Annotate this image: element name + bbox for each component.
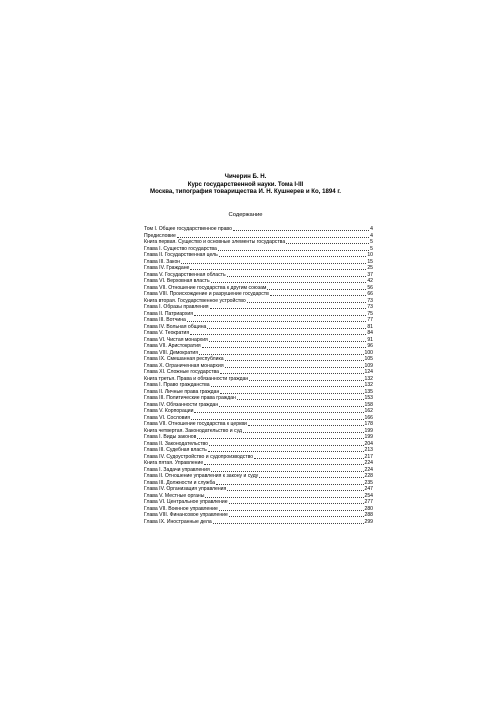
toc-entry-page: 73 xyxy=(367,304,373,310)
toc-dot-leader xyxy=(187,321,366,322)
toc-entry-title: Глава I. Задачи управления xyxy=(144,466,210,473)
toc-entry-title: Глава I. Виды законов xyxy=(144,434,197,440)
toc-dot-leader xyxy=(229,516,364,517)
toc-dot-leader xyxy=(194,315,366,316)
toc-entry-title: Книга пятая. Управление xyxy=(144,460,204,466)
toc-entry-page: 105 xyxy=(364,356,373,362)
toc-dot-leader xyxy=(227,276,367,277)
toc-dot-leader xyxy=(219,510,364,511)
toc-dot-leader xyxy=(209,445,363,446)
toc-entry-title: Глава VIII. Происхождение и разрушение государств xyxy=(144,291,269,297)
toc-dot-leader xyxy=(177,237,369,238)
toc-entry-page: 299 xyxy=(364,518,373,525)
toc-entry-page: 96 xyxy=(367,343,373,349)
toc-entry-title: Глава I. Образы правления xyxy=(144,304,209,310)
toc-entry-title: Глава VII. Отношение государства к церкви xyxy=(144,421,247,427)
toc-dot-leader xyxy=(225,360,364,361)
toc-entry-page: 277 xyxy=(364,499,373,505)
toc-dot-leader xyxy=(237,399,364,400)
toc-entry-page: 100 xyxy=(364,349,373,356)
toc-dot-leader xyxy=(270,295,366,296)
toc-entry-title: Глава I. Право гражданства xyxy=(144,382,210,388)
toc-dot-leader xyxy=(211,471,364,472)
toc-entry-page: 204 xyxy=(364,440,373,447)
toc-entry-page: 81 xyxy=(367,323,373,330)
toc-dot-leader xyxy=(204,464,363,465)
toc-entry-title: Глава IV. Организация управления xyxy=(144,486,227,492)
toc-entry-page: 254 xyxy=(364,492,373,499)
toc-entry-title: Глава VIII. Финансовое управление xyxy=(144,512,228,518)
toc-entry-title: Глава III. Должности и служба xyxy=(144,479,216,486)
toc-dot-leader xyxy=(243,432,364,433)
toc-entry-title: Глава VII. Аристократия xyxy=(144,343,201,349)
toc-dot-leader xyxy=(194,412,363,413)
toc-entry-page: 247 xyxy=(364,486,373,492)
toc-dot-leader xyxy=(190,269,366,270)
toc-dot-leader xyxy=(190,334,366,335)
toc-dot-leader xyxy=(181,263,366,264)
toc-entry-page: 75 xyxy=(367,310,373,317)
toc-entry-title: Предисловие xyxy=(144,232,176,239)
toc-dot-leader xyxy=(247,302,367,303)
toc-dot-leader xyxy=(202,347,367,348)
toc-entry-page: 73 xyxy=(367,297,373,304)
toc-entry-title: Глава IV. Судоустройство и судопроизводство xyxy=(144,453,254,460)
toc-entry-page: 158 xyxy=(364,401,373,408)
toc-dot-leader xyxy=(229,503,364,504)
toc-entry-page: 4 xyxy=(370,226,373,232)
toc-entry-title: Глава IV. Обязанности граждан xyxy=(144,401,219,408)
toc-entry-title: Глава II. Отношение управления к закону и суду xyxy=(144,473,259,479)
toc-entry-page: 235 xyxy=(364,479,373,486)
toc-dot-leader xyxy=(267,289,366,290)
toc-entry-title: Глава III. Вотчина xyxy=(144,317,186,323)
toc-entry-page: 42 xyxy=(367,278,373,284)
toc-entry-page: 166 xyxy=(364,414,373,421)
toc-entry-title: Глава II. Законодательство xyxy=(144,440,209,447)
toc-dot-leader xyxy=(249,380,363,381)
toc-entry-title: Глава IX. Смешанная республика xyxy=(144,356,224,362)
document-header xyxy=(0,173,491,196)
toc-entry-title: Глава X. Ограниченная монархия xyxy=(144,362,224,369)
toc-entry-title: Глава I. Существо государства xyxy=(144,245,217,252)
toc-entry-title: Глава V. Государственная область xyxy=(144,271,226,278)
toc-dot-leader xyxy=(211,386,364,387)
toc-entry-page: 199 xyxy=(364,427,373,434)
toc-entry-page: 224 xyxy=(364,460,373,466)
toc-entry-page: 178 xyxy=(364,421,373,427)
toc-entry-page: 132 xyxy=(364,375,373,382)
toc-entry-page: 217 xyxy=(364,453,373,460)
toc-dot-leader xyxy=(213,523,364,524)
toc-dot-leader xyxy=(210,308,367,309)
toc-dot-leader xyxy=(248,425,364,426)
toc-dot-leader xyxy=(225,367,364,368)
toc-entry-page: 4 xyxy=(370,232,373,239)
toc-entry-page: 91 xyxy=(367,336,373,343)
toc-entry-title: Глава IX. Иностранные дела xyxy=(144,518,212,525)
toc-entry-title: Глава V. Теократия xyxy=(144,330,190,336)
toc-dot-leader xyxy=(197,438,363,439)
toc-entry-title: Глава II. Личные права граждан xyxy=(144,388,220,395)
toc-dot-leader xyxy=(205,497,363,498)
toc-entry-title: Глава IV. Вольная община xyxy=(144,323,207,330)
toc-entry-title: Глава II. Патриархия xyxy=(144,310,193,317)
toc-entry-title: Книга четвертая. Законодательство и суд xyxy=(144,427,242,434)
toc-dot-leader xyxy=(218,250,369,251)
toc-entry-page: 228 xyxy=(364,473,373,479)
toc-entry-title: Глава III. Судебная власть xyxy=(144,447,207,453)
toc-dot-leader xyxy=(259,477,363,478)
toc-dot-leader xyxy=(220,393,363,394)
toc-dot-leader xyxy=(191,419,363,420)
toc-entry-page: 135 xyxy=(364,388,373,395)
toc-entry xyxy=(144,519,373,526)
toc-entry-page: 280 xyxy=(364,505,373,512)
toc-entry-title: Книга третья. Права и обязанности граждан xyxy=(144,375,249,382)
toc-entry-page: 109 xyxy=(364,362,373,369)
toc-entry-title: Глава II. Государственная цель xyxy=(144,252,218,258)
toc-entry-title: Глава III. Закон xyxy=(144,258,181,265)
toc-dot-leader xyxy=(219,406,363,407)
toc-dot-leader xyxy=(211,282,367,283)
toc-dot-leader xyxy=(208,451,364,452)
toc-entry-page: 162 xyxy=(364,408,373,414)
toc-entry-title: Глава VII. Военное управление xyxy=(144,505,218,512)
toc-entry-page: 124 xyxy=(364,369,373,375)
book-title: Курс государственной науки. Тома I-III xyxy=(187,180,304,188)
toc-entry-title: Глава V. Корпорации xyxy=(144,408,194,414)
toc-entry-page: 5 xyxy=(370,245,373,252)
toc-entry-title: Глава VI. Сословия xyxy=(144,414,191,421)
toc-dot-leader xyxy=(233,230,369,231)
toc-dot-leader xyxy=(199,354,364,355)
toc-entry-page: 199 xyxy=(364,434,373,440)
toc-dot-leader xyxy=(227,490,363,491)
toc-dot-leader xyxy=(286,243,369,244)
toc-entry-title: Глава VI. Верховная власть xyxy=(144,278,210,284)
toc-entry-title: Глава III. Политические права граждан xyxy=(144,395,236,401)
toc-dot-leader xyxy=(254,458,363,459)
toc-dot-leader xyxy=(219,256,367,257)
toc-entry-title: Глава VIII. Демократия xyxy=(144,349,198,356)
toc-entry-page: 25 xyxy=(367,265,373,271)
toc-entry-page: 84 xyxy=(367,330,373,336)
toc-entry-title: Книга вторая. Государственное устройство xyxy=(144,297,246,304)
toc-entry-page: 288 xyxy=(364,512,373,518)
author-line: Чичерин Б. Н. xyxy=(224,173,267,180)
toc-dot-leader xyxy=(220,373,364,374)
toc-entry-title: Глава VII. Отношение государства к другим союзам xyxy=(144,284,267,291)
toc-entry-title: Глава VI. Центральное управление xyxy=(144,499,228,505)
toc-entry-page: 77 xyxy=(367,317,373,323)
toc-entry-page: 10 xyxy=(367,252,373,258)
toc-entry-title: Глава V. Местные органы xyxy=(144,492,205,499)
toc-entry-title: Глава VI. Чистая монархия xyxy=(144,336,208,343)
toc-entry-page: 153 xyxy=(364,395,373,401)
toc-entry-page: 56 xyxy=(367,284,373,291)
toc-entry-page: 66 xyxy=(367,291,373,297)
toc-entry-page: 37 xyxy=(367,271,373,278)
toc-entry-page: 224 xyxy=(364,466,373,473)
toc-entry-title: Глава XI. Сложные государства xyxy=(144,369,219,375)
toc-entry-page: 5 xyxy=(370,239,373,245)
toc-entry-title: Глава IV. Граждане xyxy=(144,265,190,271)
publisher-line: Москва, типография товарищества И. Н. Кушнерев и Ко, 1894 г. xyxy=(150,188,341,196)
toc-entry-page: 15 xyxy=(367,258,373,265)
toc-dot-leader xyxy=(207,328,366,329)
toc-entry-page: 213 xyxy=(364,447,373,453)
toc-dot-leader xyxy=(209,341,367,342)
toc-entry-title: Книга первая. Существо и основные элементы государства xyxy=(144,239,286,245)
table-of-contents xyxy=(144,226,373,525)
toc-entry-title: Том I. Общее государственное право xyxy=(144,226,232,232)
toc-dot-leader xyxy=(216,484,363,485)
toc-entry-page: 132 xyxy=(364,382,373,388)
toc-heading: Содержание xyxy=(228,212,263,218)
